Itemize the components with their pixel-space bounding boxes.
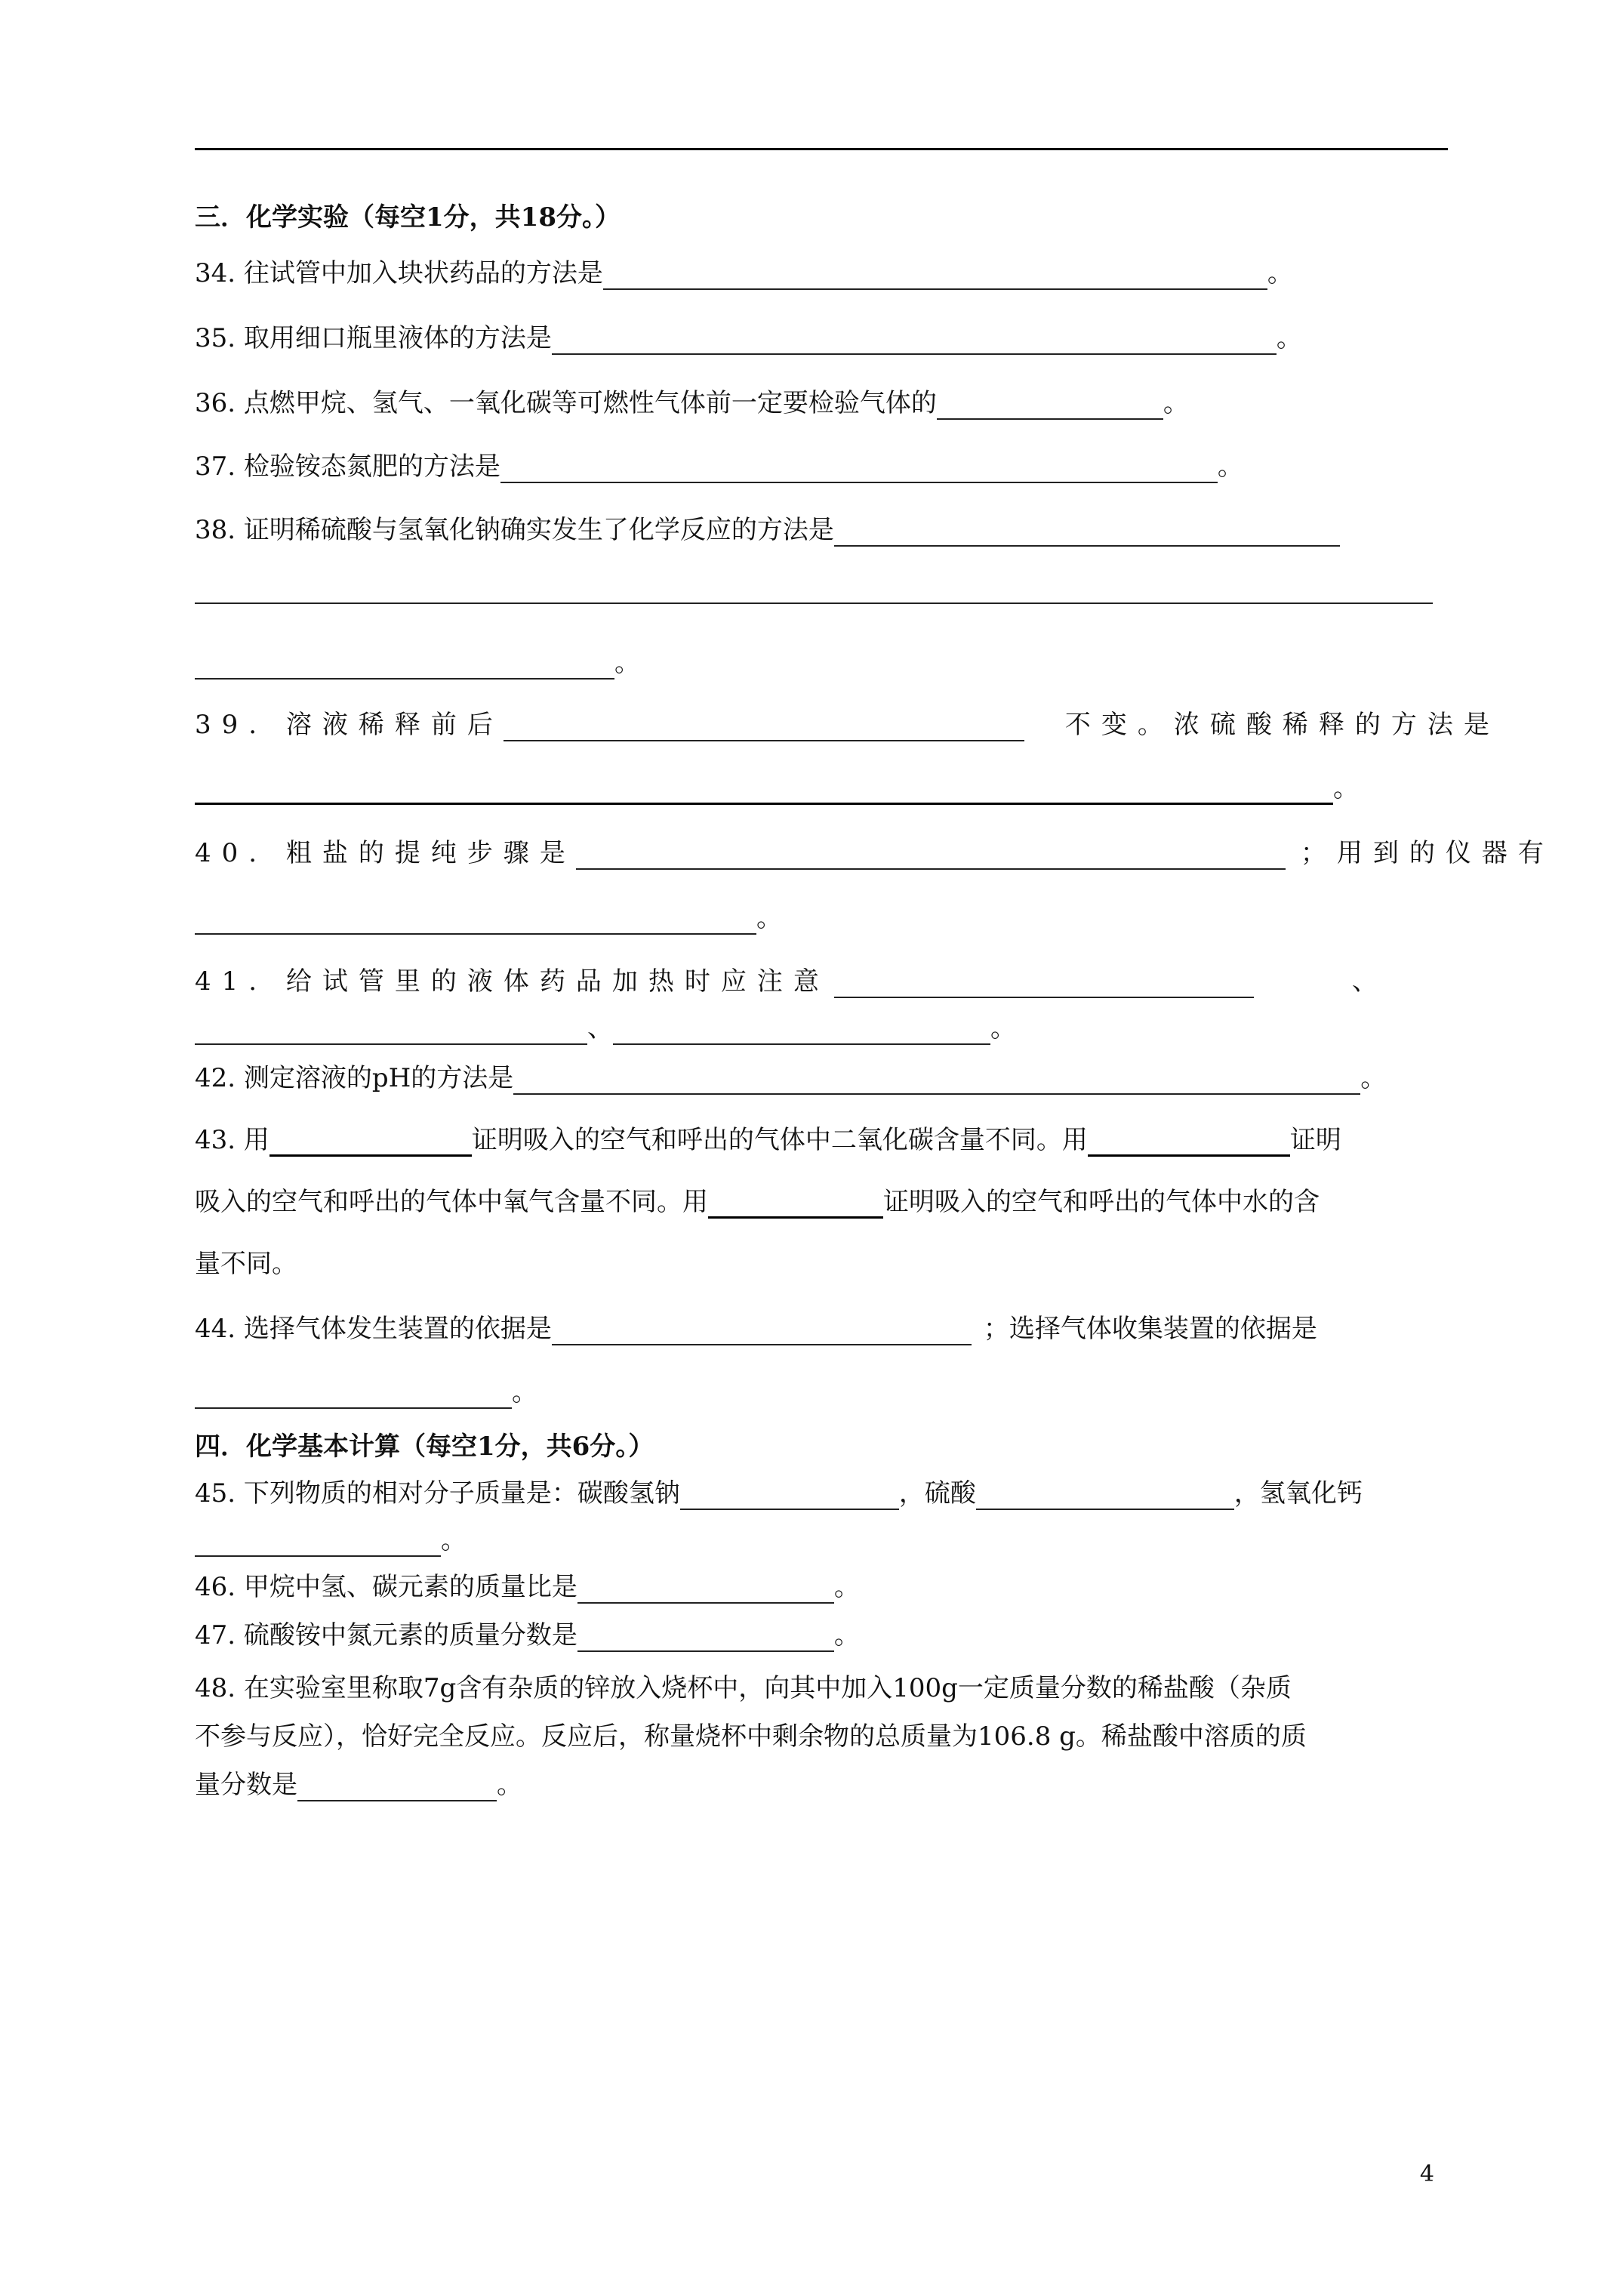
section-3-title: 三．化学实验（每空1分，共18分。）	[195, 202, 621, 233]
question-38-tail: 。	[195, 646, 640, 680]
question-36: 36. 点燃甲烷、氢气、一氧化碳等可燃性气体前一定要检验气体的 。	[195, 388, 1189, 418]
page-number: 4	[1419, 2161, 1434, 2187]
question-40-tail: 。	[195, 901, 782, 935]
answer-blank	[195, 1528, 441, 1557]
question-34: 34. 往试管中加入块状药品的方法是 。	[195, 258, 1293, 288]
answer-blank	[297, 1773, 497, 1801]
question-39: 39. 溶液稀释前后 不变。浓硫酸稀释的方法是	[195, 710, 1500, 740]
question-41-tail: 、 。	[195, 1012, 1016, 1045]
question-45: 45. 下列物质的相对分子质量是：碳酸氢钠 ，硫酸 ，氢氧化钙	[195, 1478, 1363, 1509]
question-43-line3: 量不同。	[195, 1249, 297, 1279]
question-46: 46. 甲烷中氢、碳元素的质量比是 。	[195, 1572, 860, 1602]
answer-blank	[577, 1623, 834, 1652]
answer-blank	[680, 1481, 899, 1510]
question-48-line3: 量分数是 。	[195, 1770, 522, 1800]
answer-blank	[834, 969, 1254, 998]
question-44-tail: 。	[195, 1376, 537, 1409]
question-35: 35. 取用细口瓶里液体的方法是 。	[195, 323, 1302, 353]
answer-blank	[976, 1481, 1234, 1510]
question-43: 43. 用 证明吸入的空气和呼出的气体中二氧化碳含量不同。用 证明	[195, 1125, 1341, 1155]
answer-blank	[552, 326, 1277, 355]
answer-line	[195, 603, 1433, 604]
answer-blank	[195, 775, 1333, 805]
answer-blank	[195, 1016, 587, 1045]
answer-blank	[500, 455, 1218, 483]
answer-blank	[552, 1317, 972, 1345]
question-41: 41. 给试管里的液体药品加热时应注意 、	[195, 966, 1388, 997]
question-40: 40. 粗盐的提纯步骤是 ；用到的仪器有	[195, 838, 1554, 868]
answer-blank	[195, 1380, 512, 1409]
question-44: 44. 选择气体发生装置的依据是 ；选择气体收集装置的依据是	[195, 1314, 1317, 1344]
answer-blank	[269, 1127, 472, 1157]
answer-blank	[195, 906, 756, 935]
question-48-line1: 48. 在实验室里称取7g含有杂质的锌放入烧杯中，向其中加入100g一定质量分数的稀盐酸（杂质	[195, 1673, 1292, 1703]
answer-blank	[708, 1189, 883, 1219]
question-48-line2: 不参与反应），恰好完全反应。反应后，称量烧杯中剩余物的总质量为106.8 g。稀盐酸中溶质的质	[195, 1721, 1307, 1752]
answer-blank	[504, 713, 1024, 741]
answer-blank	[937, 391, 1163, 420]
header-rule	[195, 148, 1448, 150]
answer-blank	[513, 1066, 1360, 1095]
question-42: 42. 测定溶液的pH的方法是 。	[195, 1063, 1387, 1093]
question-39-tail: 。	[195, 772, 1359, 805]
answer-blank	[195, 651, 614, 680]
answer-blank	[834, 518, 1340, 547]
question-38: 38. 证明稀硫酸与氢氧化钠确实发生了化学反应的方法是	[195, 513, 1340, 547]
answer-blank	[603, 261, 1267, 290]
answer-blank	[577, 1575, 834, 1604]
question-43-line2: 吸入的空气和呼出的气体中氧气含量不同。用 证明吸入的空气和呼出的气体中水的含	[195, 1187, 1320, 1217]
section-4-title: 四．化学基本计算（每空1分，共6分。）	[195, 1432, 654, 1462]
answer-blank	[1088, 1127, 1290, 1157]
answer-blank	[576, 841, 1286, 870]
question-37: 37. 检验铵态氮肥的方法是 。	[195, 451, 1243, 482]
question-45-tail: 。	[195, 1524, 467, 1557]
question-47: 47. 硫酸铵中氮元素的质量分数是 。	[195, 1620, 860, 1650]
answer-blank	[613, 1016, 990, 1045]
